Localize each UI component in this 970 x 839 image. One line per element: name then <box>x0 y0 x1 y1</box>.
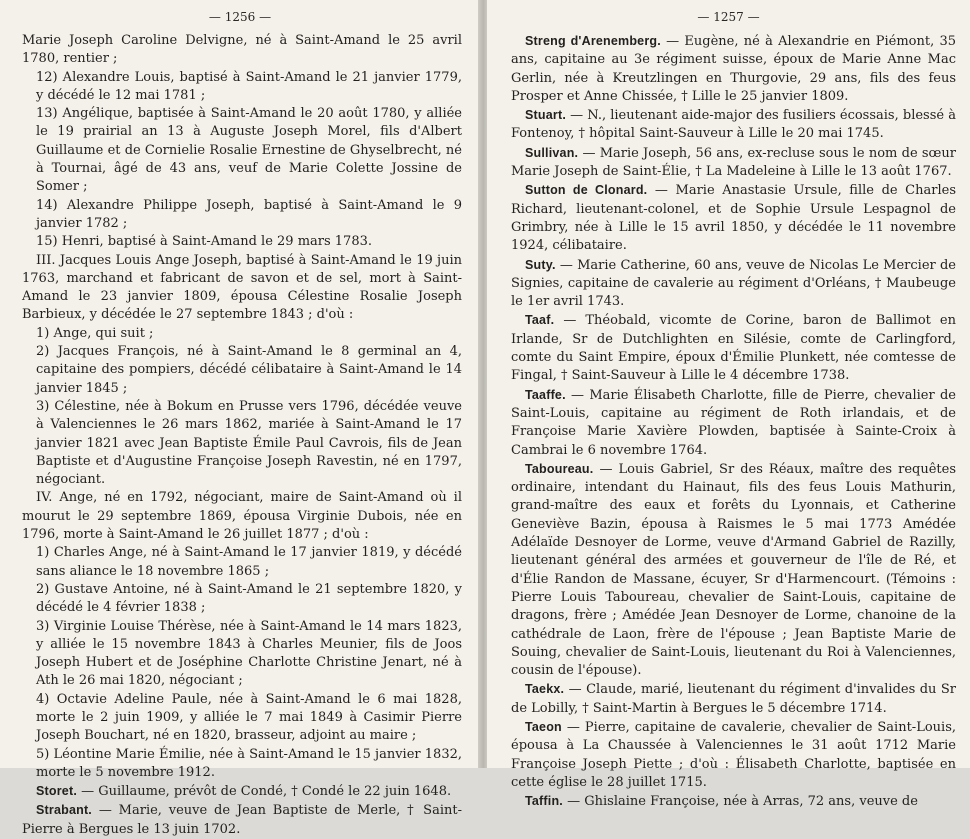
entry-text: 1) Ange, qui suit ; <box>36 325 154 341</box>
right-text-column <box>511 32 956 811</box>
entry-text: 5) Léontine Marie Émilie, née à Saint-Amand le 15 janvier 1832, morte le 5 novembre 1912. <box>36 746 462 780</box>
entry-text: 14) Alexandre Philippe Joseph, baptisé à Saint-Amand le 9 janvier 1782 ; <box>36 197 462 231</box>
entry-text: — Marie Élisabeth Charlotte, fille de Pierre, chevalier de Saint-Louis, capitaine au régiment de Roth irlandais, et de Françoise Marie Xavière Plowden, baptisée à Sainte-Croix à Cambrai le 6 novembre 1764. <box>511 387 956 458</box>
entry-paragraph <box>511 311 956 385</box>
entry-text: III. Jacques Louis Ange Joseph, baptisé à Saint-Amand le 19 juin 1763, marchand et fabricant de savon et de sel, mort à Saint-Amand le 23 janvier 1809, épousa Célestine Rosalie Joseph Barbieux, y décédée le 27 septembre 1843 ; d'où : <box>22 252 462 323</box>
entry-text: — Eugène, né à Alexandrie en Piémont, 35 ans, capitaine au 3e régiment suisse, époux de Marie Anne Mac Gerlin, née à Kreutzlingen en Thurgovie, 29 ans, fils des feus Prosper et Anne Chissée, † Lille le 25 janvier 1809. <box>511 34 956 104</box>
entry-text: — Guillaume, prévôt de Condé, † Condé le 22 juin 1648. <box>77 784 452 800</box>
entry-text: Marie Joseph Caroline Delvigne, né à Saint-Amand le 25 avril 1780, rentier ; <box>22 33 462 67</box>
entry-surname: Sutton de Clonard. <box>525 183 648 198</box>
entry-text: — Marie, veuve de Jean Baptiste de Merle, † Saint-Pierre à Bergues le 13 juin 1702. <box>22 803 462 837</box>
entry-text: — Théobald, vicomte de Corine, baron de Ballimot en Irlande, Sr de Dutchlighten en Silésie, comte de Carlingford, comte du Saint Empire, époux d'Émilie Plunkett, née comtesse de Fingal, † Saint-Sauveur à Lille le 4 décembre 1738. <box>511 313 956 384</box>
entry-surname: Strabant. <box>36 803 92 818</box>
text-paragraph <box>22 581 462 618</box>
entry-surname: Taffin. <box>525 794 563 809</box>
entry-paragraph <box>511 256 956 312</box>
entry-text: 2) Gustave Antoine, né à Saint-Amand le 21 septembre 1820, y décédé le 4 février 1838 ; <box>36 581 462 616</box>
entry-text: 2) Jacques François, né à Saint-Amand le 8 germinal an 4, capitaine des pompiers, décédé célibataire à Saint-Amand le 14 janvier 1845 ; <box>36 344 462 396</box>
text-paragraph <box>22 691 462 746</box>
text-paragraph <box>22 32 462 69</box>
entry-text: 3) Célestine, née à Bokum en Prusse vers 1796, décédée veuve à Valenciennes le 26 mars 1862, mariée à Saint-Amand le 17 janvier 1821 avec Jean Baptiste Émile Paul Cavrois, fils de Jean Baptiste et d'Augustine Françoise Joseph Ravestin, né en 1797, négociant. <box>36 398 462 488</box>
entry-surname: Streng d'Arenemberg. <box>525 34 661 48</box>
entry-paragraph <box>511 181 956 255</box>
right-page-number: — 1257 — <box>697 10 760 24</box>
entry-paragraph <box>511 32 956 106</box>
entry-text: — Pierre, capitaine de cavalerie, chevalier de Saint-Louis, épousa à La Chaussée à Valenciennes le 31 août 1712 Marie Françoise Joseph Piette ; d'où : Élisabeth Charlotte, baptisée en cette église le 28 juillet 1715. <box>511 719 956 790</box>
text-paragraph <box>22 489 462 544</box>
right-page <box>487 0 970 810</box>
entry-text: — Marie Catherine, 60 ans, veuve de Nicolas Le Mercier de Signies, capitaine de cavalerie au régiment d'Orléans, † Maubeuge le 1er avril 1743. <box>511 257 956 310</box>
entry-surname: Sullivan. <box>525 145 579 160</box>
entry-text: — Marie Joseph, 56 ans, ex-recluse sous le nom de sœur Marie Joseph de Saint-Élie, † La Madeleine à Lille le 13 août 1767. <box>511 145 956 180</box>
text-paragraph <box>22 544 462 581</box>
entry-text: — Marie Anastasie Ursule, fille de Charles Richard, lieutenant-colonel, et de Sophie Ursule Lespagnol de Grimbry, née à Lille le 15 avril 1850, y décédée le 11 novembre 1924, célibataire. <box>511 183 956 254</box>
text-paragraph <box>22 618 462 691</box>
entry-paragraph <box>511 680 956 718</box>
entry-text: 3) Virginie Louise Thérèse, née à Saint-Amand le 14 mars 1823, y alliée le 15 novembre 1843 à Charles Meunier, fils de Joos Joseph Hubert et de Joséphine Charlotte Christine Jenart, né à Ath le 26 mai 1820, négociant ; <box>36 618 462 689</box>
entry-surname: Suty. <box>525 257 556 272</box>
text-paragraph <box>22 325 462 343</box>
left-page <box>0 0 480 837</box>
text-paragraph <box>22 343 462 398</box>
entry-text: — Ghislaine Françoise, née à Arras, 72 ans, veuve de <box>562 794 918 810</box>
entry-text: 4) Octavie Adeline Paule, née à Saint-Amand le 6 mai 1828, morte le 2 juin 1909, y alliée le 7 mai 1849 à Casimir Pierre Joseph Bouchart, né en 1820, brasseur, adjoint au maire ; <box>36 691 462 744</box>
entry-surname: Taekx. <box>525 682 565 697</box>
entry-text: — Louis Gabriel, Sr des Réaux, maître des requêtes ordinaire, intendant du Hainaut, fils des feus Louis Mathurin, grand-maître des eaux et forêts du Lyonnais, et Catherine Geneviève Bazin, épousa à Raismes le 5 mai 1773 Amédée Adélaïde Desnoyer de Lorme, veuve d'Armand Gabriel de Razilly, lieutenant général des armées et gouverneur de l'île de Ré, et d'Élie Randon de Massane, écuyer, Sr d'Harmencourt. (Témoins : Pierre Louis Taboureau, chevalier de Saint-Louis, capitaine de dragons, frère ; Amédée Jean Desnoyer de Lorme, chanoine de la cathédrale de Laon, frère de l'épouse ; Jean Baptiste Marie de Souing, chevalier de Saint-Louis, lieutenant du Roi à Valenciennes, cousin de l'épouse). <box>511 461 956 679</box>
entry-paragraph <box>511 460 956 681</box>
text-paragraph <box>22 398 462 489</box>
entry-paragraph <box>511 144 956 182</box>
entry-surname: Taaf. <box>525 313 555 328</box>
left-text-column <box>22 32 462 839</box>
entry-paragraph <box>511 792 956 811</box>
entry-paragraph <box>511 718 956 792</box>
text-paragraph <box>22 69 462 106</box>
entry-text: 15) Henri, baptisé à Saint-Amand le 29 mars 1783. <box>36 234 373 250</box>
entry-surname: Storet. <box>36 784 77 799</box>
left-page-number: — 1256 — <box>208 10 272 24</box>
entry-text: 12) Alexandre Louis, baptisé à Saint-Amand le 21 janvier 1779, y décédé le 12 mai 1781 ; <box>36 69 462 103</box>
entry-surname: Taeon <box>525 719 562 734</box>
entry-paragraph <box>511 386 956 460</box>
entry-text: — N., lieutenant aide-major des fusiliers écossais, blessé à Fontenoy, † hôpital Saint-Sauveur à Lille le 20 mai 1745. <box>511 108 956 142</box>
text-paragraph <box>22 197 462 234</box>
entry-paragraph <box>22 782 462 801</box>
entry-paragraph <box>511 106 956 144</box>
entry-text: — Claude, marié, lieutenant du régiment d'invalides du Sr de Lobilly, † Saint-Martin à Bergues le 5 décembre 1714. <box>511 682 956 716</box>
entry-surname: Stuart. <box>525 108 566 123</box>
entry-surname: Taaffe. <box>525 387 566 402</box>
text-paragraph <box>22 746 462 783</box>
text-paragraph <box>22 105 462 196</box>
text-paragraph <box>22 252 462 325</box>
text-paragraph <box>22 233 462 251</box>
entry-surname: Taboureau. <box>525 461 594 476</box>
entry-paragraph <box>22 801 462 839</box>
entry-text: IV. Ange, né en 1792, négociant, maire de Saint-Amand où il mourut le 29 septembre 1869, épousa Virginie Dubois, née en 1796, morte à Saint-Amand le 26 juillet 1877 ; d'où : <box>22 490 462 543</box>
entry-text: 1) Charles Ange, né à Saint-Amand le 17 janvier 1819, y décédé sans aliance le 18 novembre 1865 ; <box>36 545 462 579</box>
entry-text: 13) Angélique, baptisée à Saint-Amand le 20 août 1780, y alliée le 19 prairial an 13 à Auguste Joseph Morel, fils d'Albert Guillaume et de Cornielie Rosalie Ernestine de Ghyselbrecht, né à Tournai, âgé de 43 ans, veuf de Marie Colette Jossine de Somer ; <box>36 106 462 195</box>
